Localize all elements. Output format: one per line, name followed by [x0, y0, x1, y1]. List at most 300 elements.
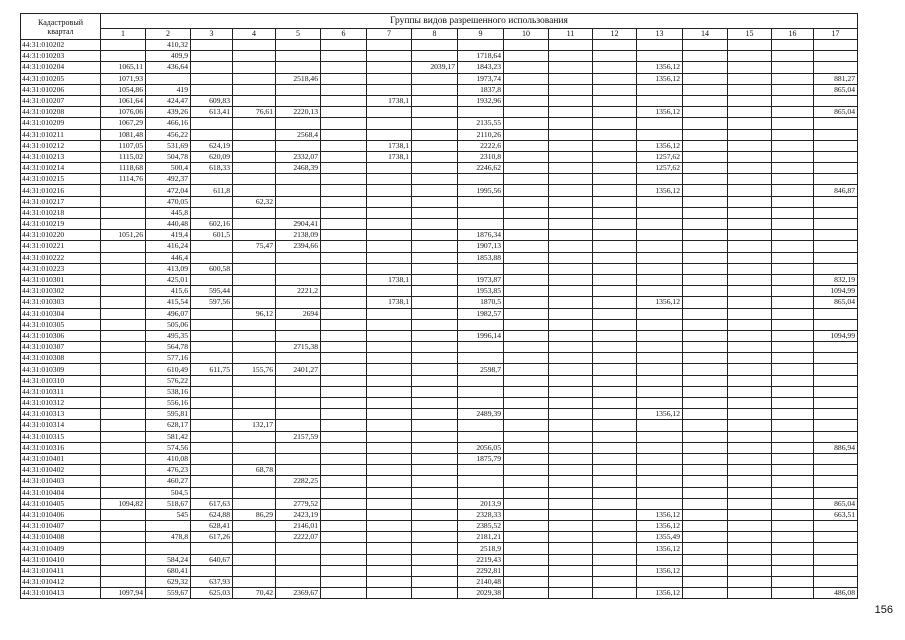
value-cell [549, 40, 593, 51]
value-cell [504, 274, 549, 285]
value-cell [728, 207, 772, 218]
value-cell: 1738,1 [367, 274, 412, 285]
value-cell [549, 95, 593, 106]
value-cell [772, 263, 814, 274]
value-cell [276, 174, 321, 185]
value-cell: 476,23 [146, 465, 191, 476]
value-cell [637, 453, 683, 464]
group-number-header: 7 [367, 29, 412, 40]
value-cell [276, 375, 321, 386]
value-cell: 62,32 [233, 196, 276, 207]
value-cell [683, 196, 728, 207]
value-cell [321, 498, 367, 509]
value-cell: 500,4 [146, 163, 191, 174]
value-cell [549, 577, 593, 588]
value-cell [233, 263, 276, 274]
value-cell: 610,49 [146, 364, 191, 375]
value-cell [504, 118, 549, 129]
value-cell [276, 409, 321, 420]
value-cell: 504,78 [146, 151, 191, 162]
kvartal-cell: 44:31:010304 [21, 308, 101, 319]
value-cell: 663,51 [814, 509, 858, 520]
value-cell [367, 163, 412, 174]
value-cell [683, 498, 728, 509]
value-cell [772, 330, 814, 341]
value-cell [458, 420, 504, 431]
value-cell: 504,5 [146, 487, 191, 498]
value-cell [504, 588, 549, 599]
value-cell [191, 476, 233, 487]
value-cell [458, 431, 504, 442]
value-cell [772, 219, 814, 230]
value-cell [233, 398, 276, 409]
value-cell: 2056,05 [458, 442, 504, 453]
value-cell [101, 532, 146, 543]
value-cell: 2146,01 [276, 521, 321, 532]
value-cell [146, 521, 191, 532]
value-cell: 624,19 [191, 140, 233, 151]
value-cell [504, 375, 549, 386]
value-cell [321, 219, 367, 230]
value-cell [412, 465, 458, 476]
value-cell [321, 207, 367, 218]
value-cell [412, 330, 458, 341]
value-cell [321, 84, 367, 95]
value-cell [504, 107, 549, 118]
value-cell [504, 185, 549, 196]
value-cell [412, 252, 458, 263]
value-cell [549, 274, 593, 285]
table-row [21, 40, 858, 51]
value-cell [728, 565, 772, 576]
value-cell [637, 274, 683, 285]
value-cell [549, 330, 593, 341]
value-cell [814, 308, 858, 319]
value-cell [683, 431, 728, 442]
value-cell [504, 174, 549, 185]
value-cell [321, 398, 367, 409]
value-cell [101, 252, 146, 263]
value-cell [191, 353, 233, 364]
value-cell: 832,19 [814, 274, 858, 285]
value-cell [101, 442, 146, 453]
value-cell [367, 532, 412, 543]
value-cell [321, 286, 367, 297]
value-cell: 1356,12 [637, 521, 683, 532]
table-row [21, 241, 858, 252]
value-cell: 618,33 [191, 163, 233, 174]
value-cell [637, 398, 683, 409]
value-cell [276, 319, 321, 330]
kvartal-cell: 44:31:010221 [21, 241, 101, 252]
value-cell [367, 230, 412, 241]
value-cell: 1061,64 [101, 95, 146, 106]
value-cell [412, 51, 458, 62]
value-cell: 1875,79 [458, 453, 504, 464]
kvartal-cell: 44:31:010217 [21, 196, 101, 207]
value-cell [233, 554, 276, 565]
value-cell: 545 [146, 509, 191, 520]
value-cell [683, 252, 728, 263]
value-cell: 410,32 [146, 40, 191, 51]
kvartal-cell: 44:31:010406 [21, 509, 101, 520]
value-cell [814, 263, 858, 274]
value-cell [191, 431, 233, 442]
value-cell [367, 308, 412, 319]
value-cell [772, 207, 814, 218]
value-cell [458, 319, 504, 330]
value-cell [593, 330, 637, 341]
value-cell [549, 219, 593, 230]
value-cell [593, 118, 637, 129]
value-cell [321, 330, 367, 341]
value-cell: 2694 [276, 308, 321, 319]
value-cell [504, 286, 549, 297]
value-cell: 1356,12 [637, 140, 683, 151]
value-cell [412, 84, 458, 95]
value-cell [728, 62, 772, 73]
value-cell [101, 487, 146, 498]
kvartal-cell: 44:31:010411 [21, 565, 101, 576]
value-cell [504, 308, 549, 319]
value-cell [367, 185, 412, 196]
value-cell [728, 118, 772, 129]
kvartal-cell: 44:31:010314 [21, 420, 101, 431]
value-cell [367, 319, 412, 330]
value-cell: 2110,26 [458, 129, 504, 140]
value-cell [233, 84, 276, 95]
value-cell [233, 498, 276, 509]
value-cell [367, 107, 412, 118]
value-cell [191, 62, 233, 73]
value-cell [367, 196, 412, 207]
value-cell [637, 196, 683, 207]
value-cell [367, 487, 412, 498]
value-cell [101, 207, 146, 218]
value-cell [814, 241, 858, 252]
value-cell [593, 219, 637, 230]
kvartal-cell: 44:31:010311 [21, 386, 101, 397]
value-cell [367, 252, 412, 263]
value-cell [412, 286, 458, 297]
kvartal-cell: 44:31:010313 [21, 409, 101, 420]
value-cell [321, 308, 367, 319]
value-cell [146, 543, 191, 554]
value-cell [683, 308, 728, 319]
value-cell: 1738,1 [367, 95, 412, 106]
value-cell [367, 207, 412, 218]
value-cell: 1356,12 [637, 62, 683, 73]
kvartal-cell: 44:31:010403 [21, 476, 101, 487]
value-cell [728, 297, 772, 308]
value-cell [637, 241, 683, 252]
value-cell [367, 375, 412, 386]
kvartal-header-line2: квартал [47, 26, 74, 36]
value-cell [772, 577, 814, 588]
value-cell [549, 230, 593, 241]
value-cell [637, 308, 683, 319]
value-cell [504, 140, 549, 151]
value-cell [549, 263, 593, 274]
value-cell [412, 453, 458, 464]
value-cell: 419 [146, 84, 191, 95]
value-cell: 628,41 [191, 521, 233, 532]
value-cell [728, 107, 772, 118]
value-cell [233, 375, 276, 386]
value-cell: 629,32 [146, 577, 191, 588]
value-cell [321, 62, 367, 73]
value-cell [101, 196, 146, 207]
value-cell: 601,5 [191, 230, 233, 241]
value-cell [593, 319, 637, 330]
value-cell [683, 353, 728, 364]
table-row [21, 129, 858, 140]
value-cell [683, 442, 728, 453]
value-cell: 460,27 [146, 476, 191, 487]
value-cell [504, 554, 549, 565]
table-row [21, 565, 858, 576]
value-cell [772, 476, 814, 487]
value-cell [683, 274, 728, 285]
value-cell: 595,44 [191, 286, 233, 297]
value-cell [772, 319, 814, 330]
value-cell [101, 185, 146, 196]
value-cell [504, 62, 549, 73]
value-cell [683, 230, 728, 241]
value-cell: 76,61 [233, 107, 276, 118]
value-cell [367, 62, 412, 73]
value-cell: 1837,8 [458, 84, 504, 95]
value-cell [101, 330, 146, 341]
value-cell [191, 241, 233, 252]
value-cell [367, 364, 412, 375]
table-body [21, 40, 858, 599]
value-cell [191, 129, 233, 140]
table-row [21, 375, 858, 386]
value-cell [593, 163, 637, 174]
value-cell [233, 118, 276, 129]
value-cell [549, 487, 593, 498]
value-cell [772, 386, 814, 397]
kvartal-cell: 44:31:010219 [21, 219, 101, 230]
table-row [21, 342, 858, 353]
value-cell: 1356,12 [637, 565, 683, 576]
value-cell [549, 375, 593, 386]
value-cell [728, 129, 772, 140]
value-cell [593, 185, 637, 196]
value-cell [549, 420, 593, 431]
value-cell [367, 565, 412, 576]
value-cell [276, 263, 321, 274]
value-cell [412, 577, 458, 588]
value-cell [504, 207, 549, 218]
table-row [21, 554, 858, 565]
table-row [21, 84, 858, 95]
value-cell [637, 498, 683, 509]
value-cell [772, 565, 814, 576]
value-cell [321, 241, 367, 252]
value-cell [321, 274, 367, 285]
value-cell [593, 207, 637, 218]
value-cell [321, 263, 367, 274]
kvartal-cell: 44:31:010310 [21, 375, 101, 386]
value-cell: 680,41 [146, 565, 191, 576]
group-number-header: 13 [637, 29, 683, 40]
value-cell [321, 73, 367, 84]
value-cell [728, 330, 772, 341]
value-cell [728, 95, 772, 106]
value-cell [728, 73, 772, 84]
value-cell [367, 286, 412, 297]
value-cell: 574,56 [146, 442, 191, 453]
value-cell [367, 84, 412, 95]
table-row [21, 51, 858, 62]
value-cell [593, 151, 637, 162]
table-row [21, 398, 858, 409]
value-cell [772, 95, 814, 106]
value-cell [814, 51, 858, 62]
value-cell [101, 420, 146, 431]
value-cell [233, 40, 276, 51]
value-cell [814, 40, 858, 51]
value-cell [549, 521, 593, 532]
value-cell [504, 487, 549, 498]
value-cell [772, 409, 814, 420]
value-cell [504, 263, 549, 274]
value-cell: 1995,56 [458, 185, 504, 196]
table-row [21, 453, 858, 464]
value-cell [549, 353, 593, 364]
table-row [21, 140, 858, 151]
group-number-header: 4 [233, 29, 276, 40]
value-cell [321, 453, 367, 464]
value-cell [367, 465, 412, 476]
value-cell [504, 543, 549, 554]
value-cell [593, 420, 637, 431]
value-cell [321, 543, 367, 554]
value-cell [191, 342, 233, 353]
value-cell [504, 364, 549, 375]
value-cell [101, 40, 146, 51]
value-cell [814, 62, 858, 73]
value-cell [549, 398, 593, 409]
value-cell [593, 398, 637, 409]
group-number-header: 6 [321, 29, 367, 40]
value-cell [814, 431, 858, 442]
value-cell [683, 73, 728, 84]
value-cell [593, 230, 637, 241]
kvartal-cell: 44:31:010306 [21, 330, 101, 341]
value-cell [504, 442, 549, 453]
value-cell [367, 219, 412, 230]
value-cell [233, 487, 276, 498]
value-cell [504, 353, 549, 364]
value-cell: 2135,55 [458, 118, 504, 129]
value-cell [276, 140, 321, 151]
value-cell: 602,16 [191, 219, 233, 230]
value-cell [637, 129, 683, 140]
value-cell [593, 252, 637, 263]
value-cell: 1356,12 [637, 107, 683, 118]
value-cell [814, 375, 858, 386]
table-row [21, 577, 858, 588]
value-cell [593, 353, 637, 364]
value-cell [321, 342, 367, 353]
value-cell [549, 84, 593, 95]
value-cell: 1356,12 [637, 73, 683, 84]
value-cell [321, 476, 367, 487]
value-cell [367, 353, 412, 364]
value-cell: 1355,49 [637, 532, 683, 543]
value-cell [101, 465, 146, 476]
value-cell [191, 319, 233, 330]
value-cell: 1356,12 [637, 509, 683, 520]
value-cell: 1738,1 [367, 151, 412, 162]
value-cell [412, 588, 458, 599]
value-cell [367, 588, 412, 599]
value-cell [504, 420, 549, 431]
value-cell: 2394,66 [276, 241, 321, 252]
value-cell [637, 386, 683, 397]
kvartal-cell: 44:31:010316 [21, 442, 101, 453]
value-cell [412, 431, 458, 442]
value-cell [101, 409, 146, 420]
value-cell [367, 509, 412, 520]
value-cell [233, 286, 276, 297]
value-cell [728, 453, 772, 464]
value-cell [683, 532, 728, 543]
value-cell: 1051,26 [101, 230, 146, 241]
kvartal-cell: 44:31:010309 [21, 364, 101, 375]
value-cell: 609,83 [191, 95, 233, 106]
value-cell [233, 353, 276, 364]
value-cell [321, 554, 367, 565]
value-cell [637, 286, 683, 297]
value-cell: 1107,05 [101, 140, 146, 151]
group-number-header: 2 [146, 29, 191, 40]
value-cell [683, 330, 728, 341]
value-cell: 456,22 [146, 129, 191, 140]
value-cell [683, 509, 728, 520]
value-cell [637, 554, 683, 565]
kvartal-cell: 44:31:010408 [21, 532, 101, 543]
kvartal-header [21, 14, 101, 40]
value-cell [191, 398, 233, 409]
value-cell: 419,4 [146, 230, 191, 241]
value-cell [593, 196, 637, 207]
value-cell [683, 286, 728, 297]
value-cell [191, 409, 233, 420]
value-cell [412, 73, 458, 84]
value-cell: 846,87 [814, 185, 858, 196]
value-cell [772, 140, 814, 151]
value-cell [728, 487, 772, 498]
value-cell [728, 431, 772, 442]
value-cell [276, 297, 321, 308]
value-cell [276, 398, 321, 409]
value-cell: 86,29 [233, 509, 276, 520]
value-cell: 597,56 [191, 297, 233, 308]
value-cell: 886,94 [814, 442, 858, 453]
value-cell [233, 297, 276, 308]
value-cell: 1953,85 [458, 286, 504, 297]
value-cell [772, 532, 814, 543]
value-cell [191, 330, 233, 341]
value-cell [549, 543, 593, 554]
value-cell: 409,9 [146, 51, 191, 62]
value-cell: 470,05 [146, 196, 191, 207]
value-cell [412, 543, 458, 554]
